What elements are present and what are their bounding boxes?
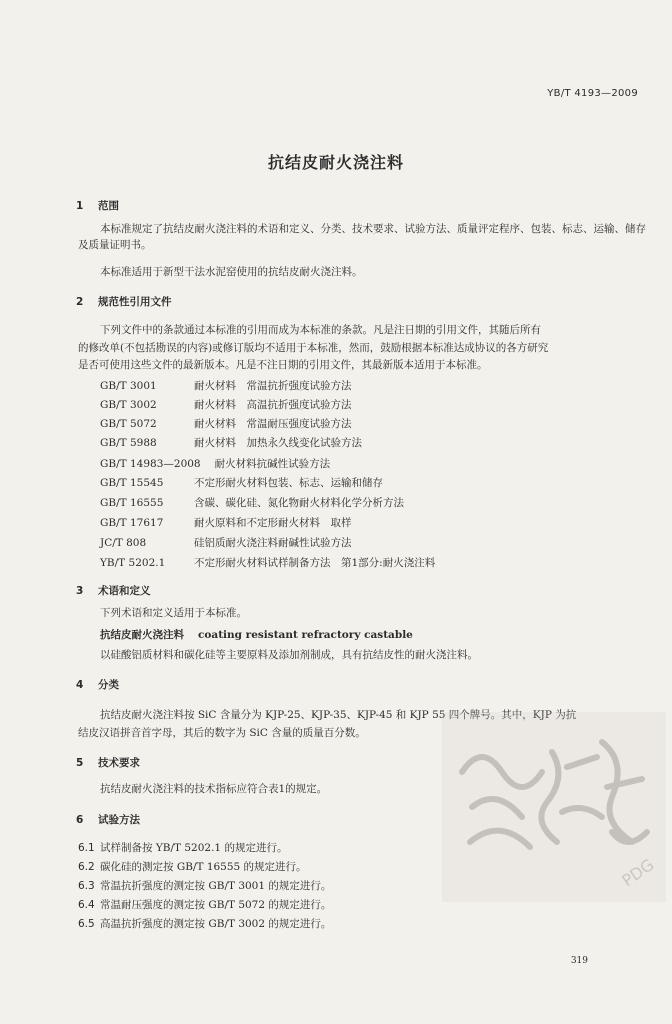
- section-number: 5: [76, 757, 84, 769]
- reference-desc: 耐火材料 高温抗折强度试验方法: [194, 399, 352, 411]
- item-number: 6.3: [78, 880, 95, 892]
- item-text: 常温耐压强度的测定按 GB/T 5072 的规定进行。: [100, 899, 332, 911]
- refs-intro-line-3: 是否可使用这些文件的最新版本。凡是不注日期的引用文件，其最新版本适用于本标准。: [78, 359, 488, 371]
- scope-paragraph-2: 本标准适用于新型干法水泥窑使用的抗结皮耐火浇注料。: [100, 266, 363, 278]
- test-method-item: [78, 859, 307, 874]
- classification-line-1: 抗结皮耐火浇注料按 SiC 含量分为 KJP-25、KJP-35、KJP-45 和 KJP 55 四个牌号。其中，KJP 为抗: [100, 709, 577, 721]
- refs-intro-line-1: 下列文件中的条款通过本标准的引用而成为本标准的条款。凡是注日期的引用文件，其随后所有: [100, 324, 541, 336]
- reference-desc: 耐火材料 常温耐压强度试验方法: [194, 418, 352, 430]
- reference-desc: 耐火材料抗碱性试验方法: [214, 458, 331, 470]
- reference-item: [100, 515, 352, 530]
- item-text: 常温抗折强度的测定按 GB/T 3001 的规定进行。: [100, 880, 332, 892]
- section-6-heading: [76, 812, 140, 827]
- reference-code: GB/T 5072: [100, 418, 157, 430]
- reference-code: YB/T 5202.1: [100, 557, 166, 569]
- term-entry: [100, 627, 413, 642]
- section-title: 技术要求: [98, 757, 140, 769]
- item-number: 6.2: [78, 861, 95, 873]
- term-definition: 以硅酸铝质材料和碳化硅等主要原料及添加剂制成，具有抗结皮性的耐火浇注料。: [100, 649, 478, 661]
- reference-code: GB/T 3001: [100, 380, 157, 392]
- page-title: 抗结皮耐火浇注料: [267, 153, 404, 172]
- reference-code: GB/T 5988: [100, 437, 157, 449]
- reference-code: GB/T 16555: [100, 497, 164, 509]
- item-text: 碳化硅的测定按 GB/T 16555 的规定进行。: [100, 861, 307, 873]
- section-title: 规范性引用文件: [98, 296, 172, 308]
- reference-item: [100, 435, 362, 450]
- item-text: 高温抗折强度的测定按 GB/T 3002 的规定进行。: [100, 918, 332, 930]
- reference-code: GB/T 17617: [100, 517, 164, 529]
- section-number: 4: [76, 679, 84, 691]
- terms-intro: 下列术语和定义适用于本标准。: [100, 607, 247, 619]
- classification-line-2: 结皮汉语拼音首字母，其后的数字为 SiC 含量的质量百分数。: [78, 727, 366, 739]
- reference-item: [100, 456, 330, 471]
- reference-desc: 耐火材料 加热永久线变化试验方法: [194, 437, 362, 449]
- section-3-heading: [76, 583, 151, 598]
- section-2-heading: [76, 294, 172, 309]
- section-title: 分类: [98, 679, 119, 691]
- refs-intro-line-2: 的修改单(不包括勘误的内容)或修订版均不适用于本标准，然而，鼓励根据本标准达成协议的各方研究: [78, 342, 549, 354]
- svg-text:PDG: PDG: [618, 854, 658, 891]
- section-number: 3: [76, 585, 84, 597]
- reference-desc: 耐火材料 常温抗折强度试验方法: [194, 380, 352, 392]
- section-title: 试验方法: [98, 814, 140, 826]
- section-4-heading: [76, 677, 119, 692]
- reference-desc: 含碳、碳化硅、氮化物耐火材料化学分析方法: [194, 497, 404, 509]
- reference-desc: 耐火原料和不定形耐火材料 取样: [194, 517, 352, 529]
- tech-requirements-text: 抗结皮耐火浇注料的技术指标应符合表1的规定。: [100, 783, 328, 795]
- reference-item: [100, 475, 383, 490]
- section-number: 6: [76, 814, 84, 826]
- reference-item: [100, 397, 352, 412]
- reference-item: [100, 535, 352, 550]
- item-number: 6.1: [78, 842, 95, 854]
- reference-item: [100, 416, 352, 431]
- test-method-item: [78, 840, 287, 855]
- reference-item: [100, 555, 435, 570]
- test-method-item: [78, 916, 331, 931]
- reference-code: GB/T 14983—2008: [100, 458, 201, 470]
- section-number: 2: [76, 296, 84, 308]
- term-chinese: 抗结皮耐火浇注料: [100, 629, 184, 641]
- standard-code: YB/T 4193—2009: [547, 88, 638, 99]
- item-number: 6.5: [78, 918, 95, 930]
- watermark-stamp-icon: [442, 712, 666, 902]
- section-title: 术语和定义: [98, 585, 151, 597]
- reference-desc: 不定形耐火材料试样制备方法 第1部分:耐火浇注料: [194, 557, 436, 569]
- reference-desc: 不定形耐火材料包装、标志、运输和储存: [194, 477, 383, 489]
- term-english: coating resistant refractory castable: [198, 629, 413, 641]
- item-text: 试样制备按 YB/T 5202.1 的规定进行。: [100, 842, 288, 854]
- item-number: 6.4: [78, 899, 95, 911]
- reference-desc: 硅铝质耐火浇注料耐碱性试验方法: [194, 537, 352, 549]
- reference-item: [100, 378, 352, 393]
- test-method-item: [78, 878, 331, 893]
- reference-code: JC/T 808: [100, 537, 147, 549]
- section-number: 1: [76, 200, 84, 212]
- reference-item: [100, 495, 404, 510]
- test-method-item: [78, 897, 331, 912]
- page-number: 319: [570, 956, 588, 966]
- section-1-heading: [76, 198, 119, 213]
- scope-paragraph-1: 本标准规定了抗结皮耐火浇注料的术语和定义、分类、技术要求、试验方法、质量评定程序、包装、标志、运输、储存及质量证明书。: [78, 223, 646, 251]
- section-5-heading: [76, 755, 140, 770]
- reference-code: GB/T 15545: [100, 477, 164, 489]
- reference-code: GB/T 3002: [100, 399, 157, 411]
- section-title: 范围: [98, 200, 119, 212]
